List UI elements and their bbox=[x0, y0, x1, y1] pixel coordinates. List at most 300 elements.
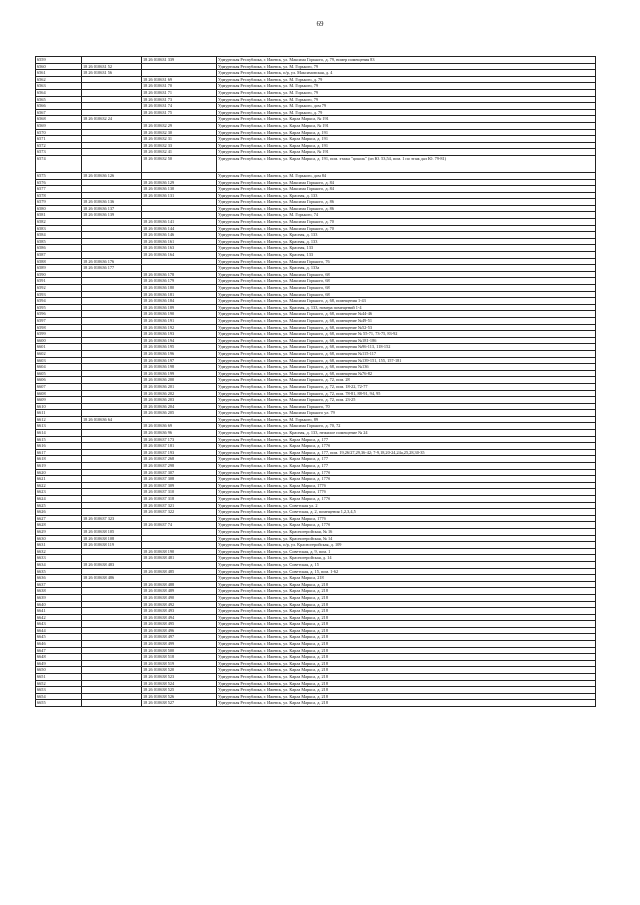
premises-number-cell: 18 26 010636 201 bbox=[142, 383, 217, 390]
premises-number-cell: 18 26 010636 194 bbox=[142, 337, 217, 344]
address-cell: Удмуртская Республика, г. Ижевск, ул. Карла Маркса, № 191 bbox=[217, 122, 596, 129]
premises-number-cell: 18 26 010636 181 bbox=[142, 291, 217, 298]
cadastral-number-cell bbox=[82, 331, 142, 338]
address-cell: Удмуртская Республика, г. Ижевск, ул. Карла Маркса, № 191 bbox=[217, 149, 596, 156]
premises-number-cell bbox=[142, 265, 217, 272]
row-number-cell: 6642 bbox=[36, 614, 82, 621]
address-cell: Удмуртская Республика, г. Ижевск, ул. Карла Маркса, д. 218 bbox=[217, 680, 596, 687]
address-cell: Удмуртская Республика, г. Ижевск, ул. Карла Маркса, д. 218 bbox=[217, 654, 596, 661]
cadastral-number-cell bbox=[82, 285, 142, 292]
row-number-cell: 6566 bbox=[36, 103, 82, 110]
cadastral-number-cell: 18 26 010636 136 bbox=[82, 199, 142, 206]
address-cell: Удмуртская Республика, г. Ижевск, ул. Карла Маркса, 177б bbox=[217, 489, 596, 496]
cadastral-number-cell bbox=[82, 311, 142, 318]
row-number-cell: 6602 bbox=[36, 350, 82, 357]
cadastral-number-cell bbox=[82, 357, 142, 364]
premises-number-cell: 18 26 010638 518 bbox=[142, 654, 217, 661]
table-row bbox=[36, 641, 596, 648]
table-row bbox=[36, 687, 596, 694]
address-cell: Удмуртская Республика, г. Ижевск, ул. Карла Маркса, д. 218 bbox=[217, 627, 596, 634]
row-number-cell: 6591 bbox=[36, 278, 82, 285]
premises-number-cell: 18 26 010636 178 bbox=[142, 271, 217, 278]
row-number-cell: 6584 bbox=[36, 232, 82, 239]
row-number-cell: 6585 bbox=[36, 238, 82, 245]
cadastral-number-cell bbox=[82, 364, 142, 371]
row-number-cell: 6559 bbox=[36, 57, 82, 64]
table-row bbox=[36, 232, 596, 239]
cadastral-number-cell bbox=[82, 219, 142, 226]
row-number-cell: 6624 bbox=[36, 496, 82, 503]
cadastral-number-cell: 18 26 010637 323 bbox=[82, 515, 142, 522]
address-cell: Удмуртская Республика, г. Ижевск, ул. М. Горького, 79 bbox=[217, 63, 596, 70]
cadastral-number-cell bbox=[82, 155, 142, 172]
table-row bbox=[36, 383, 596, 390]
address-cell: Удмуртская Республика, г. Ижевск, ул. Максима Горького, д. 70 bbox=[217, 219, 596, 226]
table-row bbox=[36, 350, 596, 357]
address-cell: Удмуртская Республика, г. Ижевск, ул. М. Горького, 89 bbox=[217, 416, 596, 423]
row-number-cell: 6607 bbox=[36, 383, 82, 390]
table-row bbox=[36, 70, 596, 77]
cadastral-number-cell bbox=[82, 291, 142, 298]
cadastral-number-cell bbox=[82, 463, 142, 470]
table-row bbox=[36, 63, 596, 70]
cadastral-number-cell bbox=[82, 383, 142, 390]
row-number-cell: 6616 bbox=[36, 443, 82, 450]
premises-number-cell: 18 26 010631 70 bbox=[142, 83, 217, 90]
cadastral-number-cell bbox=[82, 245, 142, 252]
table-row bbox=[36, 403, 596, 410]
address-cell: Удмуртская Республика, г. Ижевск, ул. Максима Горького, д. 68, помещение №44-46 bbox=[217, 311, 596, 318]
row-number-cell: 6625 bbox=[36, 502, 82, 509]
row-number-cell: 6648 bbox=[36, 654, 82, 661]
cadastral-number-cell bbox=[82, 509, 142, 516]
row-number-cell: 6643 bbox=[36, 621, 82, 628]
table-row bbox=[36, 548, 596, 555]
table-row bbox=[36, 601, 596, 608]
table-row bbox=[36, 331, 596, 338]
premises-number-cell: 18 26 010637 181 bbox=[142, 443, 217, 450]
premises-number-cell bbox=[142, 542, 217, 549]
premises-number-cell: 18 26 010638 490 bbox=[142, 594, 217, 601]
cadastral-number-cell bbox=[82, 469, 142, 476]
cadastral-number-cell bbox=[82, 324, 142, 331]
premises-number-cell: 18 26 010636 180 bbox=[142, 285, 217, 292]
premises-number-cell: 18 26 010638 520 bbox=[142, 667, 217, 674]
row-number-cell: 6600 bbox=[36, 337, 82, 344]
table-row bbox=[36, 390, 596, 397]
table-row bbox=[36, 674, 596, 681]
cadastral-number-cell bbox=[82, 680, 142, 687]
premises-number-cell: 18 26 010638 485 bbox=[142, 568, 217, 575]
cadastral-number-cell bbox=[82, 377, 142, 384]
table-row bbox=[36, 575, 596, 582]
row-number-cell: 6611 bbox=[36, 410, 82, 417]
row-number-cell: 6594 bbox=[36, 298, 82, 305]
address-cell: Удмуртская Республика, г. Ижевск, ул. Максима Горького, д. 68, помещения №136 bbox=[217, 364, 596, 371]
premises-number-cell: 18 26 010637 193 bbox=[142, 449, 217, 456]
premises-number-cell: 18 26 010638 190 bbox=[142, 548, 217, 555]
cadastral-number-cell bbox=[82, 489, 142, 496]
address-cell: Удмуртская Республика, г. Ижевск, ул. Карла Маркса, д. 218 bbox=[217, 700, 596, 707]
cadastral-number-cell bbox=[82, 456, 142, 463]
row-number-cell: 6633 bbox=[36, 555, 82, 562]
premises-number-cell: 18 26 010637 309 bbox=[142, 482, 217, 489]
row-number-cell: 6565 bbox=[36, 96, 82, 103]
address-cell: Удмуртская Республика, г. Ижевск, ул. Карла Маркса, д. 218 bbox=[217, 674, 596, 681]
premises-number-cell: 18 26 010637 74 bbox=[142, 522, 217, 529]
premises-number-cell bbox=[142, 515, 217, 522]
address-cell: Удмуртская Республика, г. Ижевск, ул. Карла Маркса, д. 218 bbox=[217, 667, 596, 674]
premises-number-cell: 18 26 010638 489 bbox=[142, 588, 217, 595]
cadastral-number-cell bbox=[82, 700, 142, 707]
table-row bbox=[36, 116, 596, 123]
cadastral-number-cell bbox=[82, 594, 142, 601]
address-cell: Удмуртская Республика, г. Ижевск, ул. Карла Маркса, д. 191, пом. этажа "цоколь" (из Ю. 53,54, пом. 1 по этаж дал Ю. 79-81) bbox=[217, 155, 596, 172]
premises-number-cell bbox=[142, 561, 217, 568]
row-number-cell: 6561 bbox=[36, 70, 82, 77]
premises-number-cell: 18 26 010637 322 bbox=[142, 509, 217, 516]
premises-number-cell: 18 26 010638 524 bbox=[142, 680, 217, 687]
premises-number-cell: 18 26 010636 199 bbox=[142, 370, 217, 377]
cadastral-number-cell: 18 26 010631 56 bbox=[82, 70, 142, 77]
table-row bbox=[36, 238, 596, 245]
cadastral-number-cell bbox=[82, 601, 142, 608]
premises-number-cell: 18 26 010636 179 bbox=[142, 278, 217, 285]
address-cell: Удмуртская Республика, г. Ижевск, ул. Советская, д. 2, помещения 1,2,3,4,5 bbox=[217, 509, 596, 516]
cadastral-number-cell bbox=[82, 337, 142, 344]
table-row bbox=[36, 608, 596, 615]
table-row bbox=[36, 561, 596, 568]
address-cell: Удмуртская Республика, г. Ижевск, ул. Максима Горького, 68 bbox=[217, 278, 596, 285]
table-row bbox=[36, 660, 596, 667]
premises-number-cell: 18 26 010637 307 bbox=[142, 469, 217, 476]
table-row bbox=[36, 430, 596, 437]
row-number-cell: 6626 bbox=[36, 509, 82, 516]
table-row bbox=[36, 397, 596, 404]
cadastral-number-cell bbox=[82, 96, 142, 103]
row-number-cell: 6655 bbox=[36, 700, 82, 707]
cadastral-number-cell bbox=[82, 608, 142, 615]
row-number-cell: 6590 bbox=[36, 271, 82, 278]
table-row bbox=[36, 456, 596, 463]
cadastral-number-cell bbox=[82, 641, 142, 648]
table-row bbox=[36, 423, 596, 430]
premises-number-cell: 18 26 010636 131 bbox=[142, 192, 217, 199]
cadastral-number-cell bbox=[82, 654, 142, 661]
premises-number-cell: 18 26 010636 204 bbox=[142, 403, 217, 410]
row-number-cell: 6560 bbox=[36, 63, 82, 70]
address-cell: Удмуртская Республика, г. Ижевск, ул. М. Горького, дом 79 bbox=[217, 103, 596, 110]
cadastral-number-cell: 18 26 010638 119 bbox=[82, 542, 142, 549]
cadastral-number-cell bbox=[82, 344, 142, 351]
row-number-cell: 6622 bbox=[36, 482, 82, 489]
row-number-cell: 6644 bbox=[36, 627, 82, 634]
premises-number-cell: 18 26 010636 130 bbox=[142, 186, 217, 193]
premises-number-cell: 18 26 010637 321 bbox=[142, 502, 217, 509]
address-cell: Удмуртская Республика, г. Ижевск, ул. Советская, д. 15, пом. 1-62 bbox=[217, 568, 596, 575]
row-number-cell: 6637 bbox=[36, 581, 82, 588]
cadastral-number-cell bbox=[82, 634, 142, 641]
premises-number-cell: 18 26 010638 495 bbox=[142, 621, 217, 628]
table-row bbox=[36, 89, 596, 96]
row-number-cell: 6647 bbox=[36, 647, 82, 654]
table-row bbox=[36, 317, 596, 324]
premises-number-cell bbox=[142, 528, 217, 535]
cadastral-number-cell bbox=[82, 304, 142, 311]
cadastral-number-cell bbox=[82, 674, 142, 681]
address-cell: Удмуртская Республика, г. Ижевск, ул. Красная, 133 bbox=[217, 245, 596, 252]
cadastral-number-cell bbox=[82, 522, 142, 529]
premises-number-cell: 18 26 010637 268 bbox=[142, 456, 217, 463]
address-cell: Удмуртская Республика, г. Ижевск, ул. Карла Маркса, 218 bbox=[217, 575, 596, 582]
cadastral-number-cell bbox=[82, 186, 142, 193]
premises-number-cell: 18 26 010638 525 bbox=[142, 687, 217, 694]
address-cell: Удмуртская Республика, г. Ижевск, ул. Максима Горького, 76 bbox=[217, 258, 596, 265]
address-cell: Удмуртская Республика, г. Ижевск, ул. Максима Горького, д. 68, помещение №49-51 bbox=[217, 317, 596, 324]
table-row bbox=[36, 245, 596, 252]
table-row bbox=[36, 364, 596, 371]
premises-number-cell: 18 26 010631 73 bbox=[142, 96, 217, 103]
row-number-cell: 6630 bbox=[36, 535, 82, 542]
cadastral-number-cell bbox=[82, 129, 142, 136]
premises-number-cell: 18 26 010636 189 bbox=[142, 304, 217, 311]
address-cell: Удмуртская Республика, г. Ижевск, п/р, ул. Максимовская, д. 4 bbox=[217, 70, 596, 77]
row-number-cell: 6583 bbox=[36, 225, 82, 232]
address-cell: Удмуртская Республика, г. Ижевск, ул. Максима Горького, д. 68, помещения №115-117 bbox=[217, 350, 596, 357]
table-row bbox=[36, 291, 596, 298]
table-row bbox=[36, 304, 596, 311]
row-number-cell: 6638 bbox=[36, 588, 82, 595]
row-number-cell: 6628 bbox=[36, 522, 82, 529]
premises-number-cell bbox=[142, 199, 217, 206]
premises-number-cell: 18 26 010631 69 bbox=[142, 76, 217, 83]
premises-number-cell bbox=[142, 70, 217, 77]
table-row bbox=[36, 515, 596, 522]
premises-number-cell: 18 26 010638 493 bbox=[142, 608, 217, 615]
address-cell: Удмуртская Республика, г. Ижевск, ул. Максима Горького, д. 68, помещения №139-151, 155, 157-181 bbox=[217, 357, 596, 364]
address-cell: Удмуртская Республика, г. Ижевск, ул. М. Горького, 79 bbox=[217, 89, 596, 96]
address-cell: Удмуртская Республика, г. Ижевск, ул. Максима Горького, д. 68, помещение №52-53 bbox=[217, 324, 596, 331]
premises-number-cell: 18 26 010637 308 bbox=[142, 476, 217, 483]
row-number-cell: 6581 bbox=[36, 212, 82, 219]
table-row bbox=[36, 205, 596, 212]
premises-number-cell bbox=[142, 205, 217, 212]
address-cell: Удмуртская Республика, г. Ижевск, ул. Максима Горького, 68 bbox=[217, 285, 596, 292]
row-number-cell: 6572 bbox=[36, 142, 82, 149]
premises-number-cell: 18 26 010636 197 bbox=[142, 357, 217, 364]
table-row bbox=[36, 298, 596, 305]
table-row bbox=[36, 179, 596, 186]
address-cell: Удмуртская Республика, г. Ижевск, ул. Максима Горького, 68 bbox=[217, 291, 596, 298]
premises-number-cell: 18 26 010638 497 bbox=[142, 634, 217, 641]
cadastral-number-cell bbox=[82, 278, 142, 285]
cadastral-number-cell bbox=[82, 122, 142, 129]
address-cell: Удмуртская Республика, г. Ижевск, ул. Максима Горького, д. 68, помещения №76-82 bbox=[217, 370, 596, 377]
premises-number-cell: 18 26 010632 33 bbox=[142, 142, 217, 149]
address-cell: Удмуртская Республика, г. Ижевск, ул. Карла Маркса, 177б bbox=[217, 482, 596, 489]
row-number-cell: 6564 bbox=[36, 89, 82, 96]
premises-number-cell: 18 26 010638 499 bbox=[142, 641, 217, 648]
row-number-cell: 6639 bbox=[36, 594, 82, 601]
row-number-cell: 6601 bbox=[36, 344, 82, 351]
cadastral-number-cell bbox=[82, 496, 142, 503]
row-number-cell: 6597 bbox=[36, 317, 82, 324]
cadastral-number-cell bbox=[82, 76, 142, 83]
row-number-cell: 6615 bbox=[36, 436, 82, 443]
cadastral-number-cell bbox=[82, 109, 142, 116]
row-number-cell: 6562 bbox=[36, 76, 82, 83]
cadastral-number-cell bbox=[82, 232, 142, 239]
address-cell: Удмуртская Республика, г. Ижевск, ул. Карла Маркса, д. 177 bbox=[217, 456, 596, 463]
address-cell: Удмуртская Республика, г. Ижевск, ул. М. Горького, д. 79 bbox=[217, 76, 596, 83]
table-row bbox=[36, 588, 596, 595]
cadastral-number-cell bbox=[82, 502, 142, 509]
address-cell: Удмуртская Республика, г. Ижевск, ул. Карла Маркса, д. 177 bbox=[217, 436, 596, 443]
table-row bbox=[36, 192, 596, 199]
table-row bbox=[36, 278, 596, 285]
cadastral-number-cell bbox=[82, 350, 142, 357]
premises-number-cell bbox=[142, 212, 217, 219]
table-row bbox=[36, 142, 596, 149]
cadastral-number-cell bbox=[82, 614, 142, 621]
cadastral-number-cell bbox=[82, 555, 142, 562]
premises-number-cell: 18 26 010638 527 bbox=[142, 700, 217, 707]
table-row bbox=[36, 700, 596, 707]
cadastral-number-cell bbox=[82, 647, 142, 654]
premises-number-cell: 18 26 010636 191 bbox=[142, 317, 217, 324]
address-cell: Удмуртская Республика, г. Ижевск, ул. Красная, д. 133, номера помещений 1-4 bbox=[217, 304, 596, 311]
table-row bbox=[36, 285, 596, 292]
address-cell: Удмуртская Республика, г. Ижевск, ул. Карла Маркса, д. 177б bbox=[217, 443, 596, 450]
address-cell: Удмуртская Республика, г. Ижевск, ул. Максима Горького, д. 79, номер помещения 83 bbox=[217, 57, 596, 64]
address-cell: Удмуртская Республика, г. Ижевск, ул. Красногеройская, № 14 bbox=[217, 535, 596, 542]
premises-number-cell: 18 26 010636 164 bbox=[142, 252, 217, 259]
premises-number-cell bbox=[142, 575, 217, 582]
row-number-cell: 6605 bbox=[36, 370, 82, 377]
table-row bbox=[36, 199, 596, 206]
row-number-cell: 6589 bbox=[36, 265, 82, 272]
table-row bbox=[36, 149, 596, 156]
address-cell: Удмуртская Республика, г. Ижевск, ул. Максима Горького, д. 72, пом. 18-22, 72-77 bbox=[217, 383, 596, 390]
address-cell: Удмуртская Республика, г. Ижевск, ул. Карла Маркса, д. 177б bbox=[217, 469, 596, 476]
cadastral-number-cell bbox=[82, 370, 142, 377]
page-number: 69 bbox=[316, 20, 324, 28]
premises-number-cell: 18 26 010631 74 bbox=[142, 103, 217, 110]
table-row bbox=[36, 76, 596, 83]
address-cell: Удмуртская Республика, г. Ижевск, ул. Карла Маркса, д. 218 bbox=[217, 588, 596, 595]
cadastral-number-cell: 18 26 010636 126 bbox=[82, 172, 142, 179]
address-cell: Удмуртская Республика, г. Ижевск, ул. Максима Горького, д. 86 bbox=[217, 205, 596, 212]
address-cell: Удмуртская Республика, г. Ижевск, ул. Карла Маркса, д. 218 bbox=[217, 601, 596, 608]
cadastral-number-cell bbox=[82, 136, 142, 143]
table-row bbox=[36, 311, 596, 318]
address-cell: Удмуртская Республика, г. Ижевск, ул. Советская ул. 2 bbox=[217, 502, 596, 509]
address-cell: Удмуртская Республика, г. Ижевск, ул. Карла Маркса, д. 218 bbox=[217, 634, 596, 641]
row-number-cell: 6599 bbox=[36, 331, 82, 338]
row-number-cell: 6641 bbox=[36, 608, 82, 615]
table-row bbox=[36, 155, 596, 172]
table-row bbox=[36, 377, 596, 384]
cadastral-number-cell: 18 26 010636 64 bbox=[82, 416, 142, 423]
row-number-cell: 6596 bbox=[36, 311, 82, 318]
address-cell: Удмуртская Республика, г. Ижевск, ул. Красная, д. 133, нежилое помещение № 24 bbox=[217, 430, 596, 437]
table-row bbox=[36, 522, 596, 529]
table-row bbox=[36, 509, 596, 516]
cadastral-number-cell bbox=[82, 149, 142, 156]
cadastral-number-cell bbox=[82, 449, 142, 456]
premises-number-cell bbox=[142, 535, 217, 542]
address-cell: Удмуртская Республика, г. Ижевск, ул. Максима Горького, д. 72, пом. 23-25 bbox=[217, 397, 596, 404]
row-number-cell: 6608 bbox=[36, 390, 82, 397]
table-row bbox=[36, 219, 596, 226]
table-row bbox=[36, 614, 596, 621]
cadastral-number-cell: 18 26 010636 139 bbox=[82, 212, 142, 219]
address-cell: Удмуртская Республика, г. Ижевск, ул. Советская, д. 15 bbox=[217, 561, 596, 568]
row-number-cell: 6651 bbox=[36, 674, 82, 681]
row-number-cell: 6582 bbox=[36, 219, 82, 226]
address-cell: Удмуртская Республика, г. Ижевск, ул. Максима Горького, д. 70 bbox=[217, 225, 596, 232]
address-cell: Удмуртская Республика, г. Ижевск, ул. Красная, д. 133а bbox=[217, 265, 596, 272]
address-cell: Удмуртская Республика, г. Ижевск, ул. Карла Маркса, д. 218 bbox=[217, 641, 596, 648]
cadastral-number-cell bbox=[82, 192, 142, 199]
address-cell: Удмуртская Республика, г. Ижевск, ул. М. Горького, 79 bbox=[217, 96, 596, 103]
row-number-cell: 6578 bbox=[36, 192, 82, 199]
address-cell: Удмуртская Республика, г. Ижевск, ул. Максима Горького, 68 bbox=[217, 271, 596, 278]
premises-number-cell: 18 26 010636 198 bbox=[142, 364, 217, 371]
row-number-cell: 6569 bbox=[36, 122, 82, 129]
premises-number-cell: 18 26 010636 205 bbox=[142, 410, 217, 417]
premises-number-cell: 18 26 010631 339 bbox=[142, 57, 217, 64]
address-cell: Удмуртская Республика, г. Ижевск, ул. М. Горького, дом 84 bbox=[217, 172, 596, 179]
table-row bbox=[36, 627, 596, 634]
cadastral-number-cell: 18 26 010636 176 bbox=[82, 258, 142, 265]
table-row bbox=[36, 476, 596, 483]
premises-number-cell: 18 26 010631 75 bbox=[142, 109, 217, 116]
address-cell: Удмуртская Республика, г. Ижевск, ул. М. Горького, д. 79 bbox=[217, 109, 596, 116]
row-number-cell: 6571 bbox=[36, 136, 82, 143]
premises-number-cell: 18 26 010632 50 bbox=[142, 155, 217, 172]
address-cell: Удмуртская Республика, г. Ижевск, ул. Максима Горького, д. 86 bbox=[217, 199, 596, 206]
table-row bbox=[36, 568, 596, 575]
cadastral-number-cell bbox=[82, 687, 142, 694]
cadastral-number-cell bbox=[82, 423, 142, 430]
address-cell: Удмуртская Республика, г. Ижевск, ул. Красная, д. 133 bbox=[217, 238, 596, 245]
address-cell: Удмуртская Республика, г. Ижевск, ул. Красная, д. 133 bbox=[217, 232, 596, 239]
cadastral-number-cell bbox=[82, 142, 142, 149]
row-number-cell: 6606 bbox=[36, 377, 82, 384]
premises-number-cell bbox=[142, 116, 217, 123]
row-number-cell: 6574 bbox=[36, 155, 82, 172]
cadastral-number-cell bbox=[82, 252, 142, 259]
premises-number-cell: 18 26 010637 173 bbox=[142, 436, 217, 443]
table-row bbox=[36, 581, 596, 588]
address-cell: Удмуртская Республика, г. Ижевск, ул. Карла Маркса, д. 218 bbox=[217, 594, 596, 601]
address-cell: Удмуртская Республика, г. Ижевск, п/р, ул. Красногеройская, д. 109 bbox=[217, 542, 596, 549]
row-number-cell: 6652 bbox=[36, 680, 82, 687]
cadastral-number-cell bbox=[82, 403, 142, 410]
premises-number-cell: 18 26 010637 298 bbox=[142, 463, 217, 470]
premises-number-cell: 18 26 010632 29 bbox=[142, 122, 217, 129]
address-cell: Удмуртская Республика, г. Ижевск, ул. М. Горького, 79 bbox=[217, 83, 596, 90]
table-row bbox=[36, 186, 596, 193]
row-number-cell: 6613 bbox=[36, 423, 82, 430]
row-number-cell: 6623 bbox=[36, 489, 82, 496]
cadastral-number-cell bbox=[82, 89, 142, 96]
premises-number-cell: 18 26 010632 31 bbox=[142, 136, 217, 143]
address-cell: Удмуртская Республика, г. Ижевск, ул. Карла Маркса, д. 177, пом. 19,26/27,29,36-42; 7-9,18,20-24,24а,25,28,30-35 bbox=[217, 449, 596, 456]
premises-number-cell: 18 26 010636 192 bbox=[142, 324, 217, 331]
table-row bbox=[36, 621, 596, 628]
